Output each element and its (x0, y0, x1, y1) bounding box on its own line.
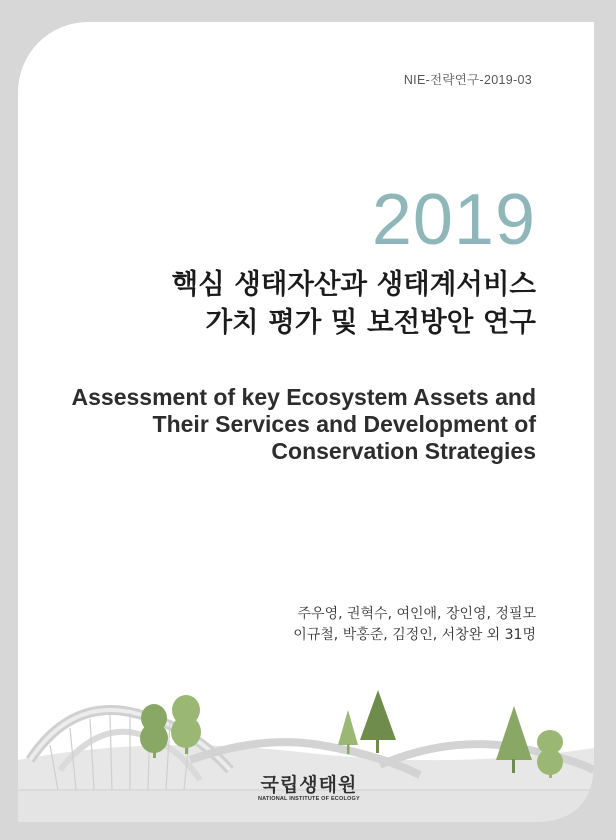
korean-title-line-2: 가치 평가 및 보전방안 연구 (205, 306, 536, 338)
publisher-logo (258, 775, 360, 803)
report-number: NIE-전략연구-2019-03 (403, 73, 532, 87)
author-line-1: 주우영, 권혁수, 여인애, 장인영, 정필모 (297, 606, 536, 622)
korean-title-line-1: 핵심 생태자산과 생태계서비스 (171, 268, 536, 300)
publisher-name-english: NATIONAL INSTITUTE OF ECOLOGY (258, 796, 360, 802)
author-line-2: 이규철, 박홍준, 김정인, 서창완 외 31명 (293, 627, 536, 643)
publisher-name-korean: 국립생태원 (260, 774, 358, 796)
english-title-line-2: Their Services and Development of (152, 411, 536, 437)
report-year: 2019 (371, 180, 536, 260)
english-title-line-1: Assessment of key Ecosystem Assets and (71, 384, 536, 410)
english-title-line-3: Conservation Strategies (271, 438, 536, 464)
